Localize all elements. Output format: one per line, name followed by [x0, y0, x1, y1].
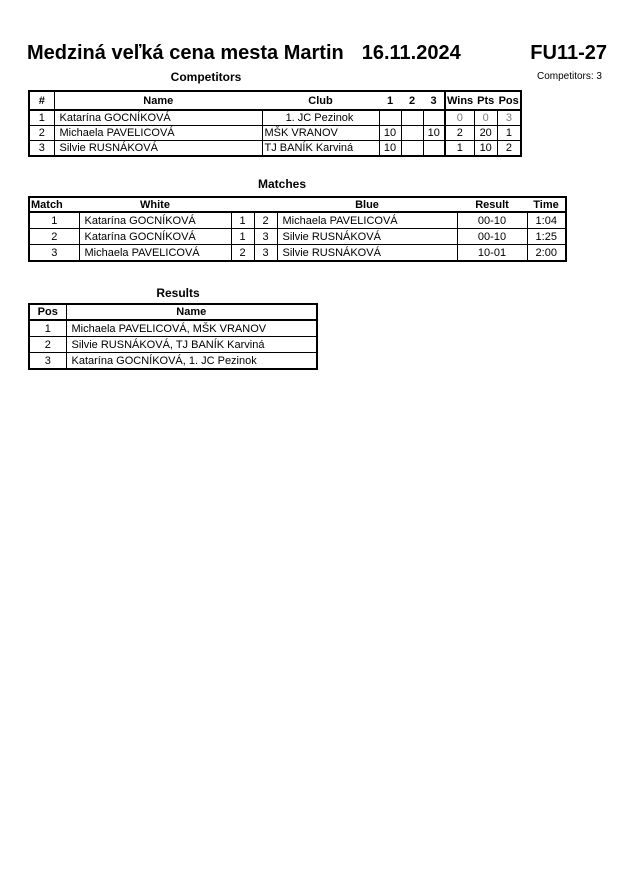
cell-round2: [401, 126, 423, 141]
cell-blue-name: Silvie RUSNÁKOVÁ: [277, 229, 457, 245]
matches-section-title: Matches: [257, 177, 307, 191]
document-header: [27, 42, 607, 65]
cell-white-number: 2: [231, 245, 254, 262]
cell-result: 10-01: [457, 245, 527, 262]
competitors-table: [28, 90, 522, 157]
cell-pos: 3: [29, 353, 66, 370]
results-table: [28, 303, 318, 370]
cell-blue-number: 3: [254, 245, 277, 262]
cell-club: TJ BANÍK Karviná: [262, 141, 379, 157]
event-date: 16.11.2024: [361, 42, 461, 64]
table-row: [29, 229, 566, 245]
table-header-row: [29, 91, 521, 110]
table-row: [29, 126, 521, 141]
table-row: [29, 320, 317, 337]
col-header-number: #: [29, 91, 54, 110]
col-header-round3: 3: [423, 91, 445, 110]
col-header-time: Time: [527, 197, 566, 212]
col-header-white: White: [79, 197, 231, 212]
event-title: Medziná veľká cena mesta Martin: [27, 42, 344, 64]
cell-blue-name: Michaela PAVELICOVÁ: [277, 212, 457, 229]
table-row: [29, 337, 317, 353]
cell-blue-number: 3: [254, 229, 277, 245]
table-row: [29, 245, 566, 262]
table-row: [29, 110, 521, 126]
cell-pts: 10: [474, 141, 497, 157]
cell-result: 00-10: [457, 229, 527, 245]
cell-match-number: 2: [29, 229, 79, 245]
cell-match-number: 1: [29, 212, 79, 229]
cell-white-name: Michaela PAVELICOVÁ: [79, 245, 231, 262]
col-header-blue-num: [254, 197, 277, 212]
cell-white-name: Katarína GOCNÍKOVÁ: [79, 212, 231, 229]
cell-pts: 20: [474, 126, 497, 141]
cell-name: Katarína GOCNÍKOVÁ, 1. JC Pezinok: [66, 353, 317, 370]
cell-wins: 2: [445, 126, 474, 141]
event-title-group: [27, 42, 461, 65]
cell-number: 3: [29, 141, 54, 157]
col-header-result: Result: [457, 197, 527, 212]
cell-club: MŠK VRANOV: [262, 126, 379, 141]
cell-white-number: 1: [231, 212, 254, 229]
table-row: [29, 212, 566, 229]
cell-round1: 10: [379, 126, 401, 141]
cell-pos: 1: [29, 320, 66, 337]
cell-number: 2: [29, 126, 54, 141]
cell-round1: 10: [379, 141, 401, 157]
cell-white-name: Katarína GOCNÍKOVÁ: [79, 229, 231, 245]
cell-pos: 1: [497, 126, 521, 141]
cell-name: Silvie RUSNÁKOVÁ: [54, 141, 262, 157]
cell-name: Silvie RUSNÁKOVÁ, TJ BANÍK Karviná: [66, 337, 317, 353]
cell-round2: [401, 110, 423, 126]
col-header-white-num: [231, 197, 254, 212]
cell-round3: 10: [423, 126, 445, 141]
col-header-club: Club: [262, 91, 379, 110]
cell-result: 00-10: [457, 212, 527, 229]
cell-blue-name: Silvie RUSNÁKOVÁ: [277, 245, 457, 262]
cell-wins: 0: [445, 110, 474, 126]
cell-pos: 2: [497, 141, 521, 157]
competitors-count: Competitors: 3: [536, 71, 602, 82]
cell-wins: 1: [445, 141, 474, 157]
cell-pts: 0: [474, 110, 497, 126]
cell-name: Katarína GOCNÍKOVÁ: [54, 110, 262, 126]
col-header-pts: Pts: [474, 91, 497, 110]
col-header-blue: Blue: [277, 197, 457, 212]
col-header-wins: Wins: [445, 91, 474, 110]
table-row: [29, 353, 317, 370]
cell-name: Michaela PAVELICOVÁ, MŠK VRANOV: [66, 320, 317, 337]
table-row: [29, 141, 521, 157]
results-section-title: Results: [156, 286, 200, 300]
table-header-row: [29, 304, 317, 320]
col-header-name: Name: [54, 91, 262, 110]
cell-round1: [379, 110, 401, 126]
col-header-pos: Pos: [29, 304, 66, 320]
table-header-row: [29, 197, 566, 212]
cell-number: 1: [29, 110, 54, 126]
cell-match-number: 3: [29, 245, 79, 262]
cell-time: 1:25: [527, 229, 566, 245]
cell-name: Michaela PAVELICOVÁ: [54, 126, 262, 141]
cell-time: 2:00: [527, 245, 566, 262]
cell-round2: [401, 141, 423, 157]
cell-pos: 2: [29, 337, 66, 353]
col-header-round1: 1: [379, 91, 401, 110]
col-header-round2: 2: [401, 91, 423, 110]
cell-club: 1. JC Pezinok: [262, 110, 379, 126]
cell-white-number: 1: [231, 229, 254, 245]
col-header-pos: Pos: [497, 91, 521, 110]
competitors-section-title: Competitors: [170, 70, 242, 84]
cell-blue-number: 2: [254, 212, 277, 229]
col-header-match: Match: [29, 197, 79, 212]
cell-round3: [423, 141, 445, 157]
cell-time: 1:04: [527, 212, 566, 229]
cell-round3: [423, 110, 445, 126]
cell-pos: 3: [497, 110, 521, 126]
matches-table: [28, 196, 567, 262]
category-code: FU11-27: [530, 42, 607, 64]
col-header-name: Name: [66, 304, 317, 320]
